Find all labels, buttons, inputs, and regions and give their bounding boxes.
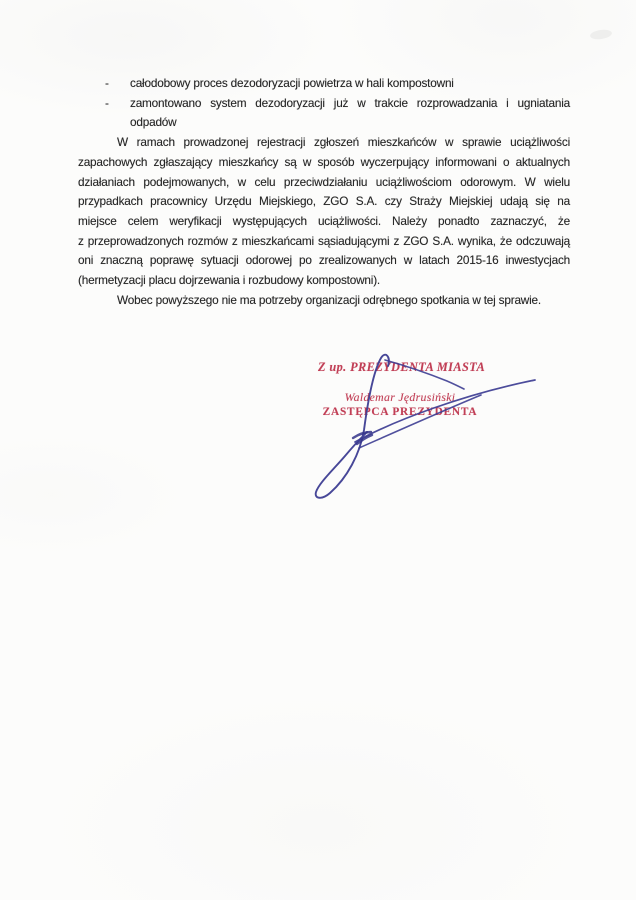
paragraph-1-line-1: W ramach prowadzonej rejestracji zgłoszeń mieszkańców w sprawie uciążliwości <box>117 135 570 150</box>
bullet-dash: - <box>105 95 109 110</box>
paragraph-1-line-2: zapachowych zgłaszający mieszkańcy są w sposób wyczerpujący informowani o aktualnych <box>78 154 570 169</box>
bullet-item-2 <box>78 94 570 114</box>
stamp-signer-name: Waldemar Jędrusiński <box>344 390 456 404</box>
paragraph-1-line-3: działaniach podejmowanych, w celu przeciwdziałaniu uciążliwościom odorowym. W wielu <box>78 174 570 189</box>
signature-stroke-loop <box>316 355 389 498</box>
paragraph-1-line-4: przypadkach pracownicy Urzędu Miejskiego, ZGO S.A. czy Straży Miejskiej udają się na <box>78 194 570 209</box>
bullet-dash: - <box>105 76 109 90</box>
bullet-item-1-text: całodobowy proces dezodoryzacji powietrza w hali kompostowni <box>130 76 454 90</box>
stamp-authority-line: Z up. PREZYDENTA MIASTA <box>318 360 486 374</box>
bullet-item-2-continuation: odpadów <box>130 115 177 130</box>
bullet-item-2-text: zamontowano system dezodoryzacji już w trakcie rozprowadzania i ugniatania <box>130 95 570 110</box>
signature-stroke-flourish-short <box>359 395 481 448</box>
scan-smudge <box>589 29 612 41</box>
paragraph-1-line-6: z przeprowadzonych rozmów z mieszkańcami sąsiadującymi z ZGO S.A. wynika, że odczuwają <box>78 233 570 248</box>
handwritten-signature <box>295 350 545 510</box>
paragraph-1-line-5: miejsce celem weryfikacji występujących uciążliwości. Należy ponadto zaznaczyć, że <box>78 213 570 228</box>
signature-stroke-topsweep <box>385 360 464 389</box>
stamp-signer-title: ZASTĘPCA PREZYDENTA <box>322 406 478 418</box>
paragraph-1-line-8: (hermetyzacji placu dojrzewania i rozbudowy kompostowni). <box>78 273 381 288</box>
bullet-item-1 <box>78 74 570 94</box>
paragraph-1-line-7: oni znaczną poprawę sytuacji odorowej po zrealizowanych w latach 2015-16 inwestycjach <box>78 253 570 268</box>
letter-body <box>78 74 570 310</box>
paragraph-2-line-1: Wobec powyższego nie ma potrzeby organizacji odrębnego spotkania w tej sprawie. <box>117 292 541 307</box>
